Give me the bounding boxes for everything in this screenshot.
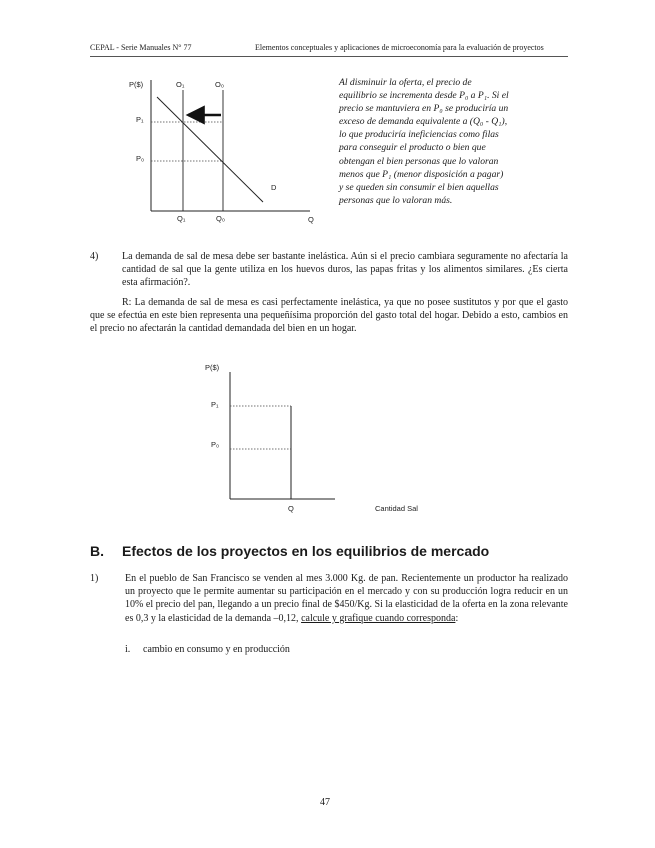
fig2-x-label: Cantidad Sal (375, 504, 418, 513)
fig1-q-label: Q (308, 215, 314, 224)
header-series: CEPAL - Serie Manuales N° 77 (90, 43, 192, 52)
fig1-o1-label: O₁ (176, 80, 185, 89)
q1-text: En el pueblo de San Francisco se venden al mes 3.000 Kg. de pan. Recientemente un productor ha realizado un proyecto que le permite aumentar su participación en el mercado y con su producción logra reducir en un 10% el precio del pan, llegando a un precio final de $450/Kg. Si la elasticidad de la oferta en la zona relevante es 0,3 y la elasticidad de la demanda –0,12, calcule y grafique cuando corresponda: (125, 573, 568, 624)
fig1-demand-curve (157, 97, 263, 202)
sub-i-text: cambio en consumo y en producción (143, 644, 290, 655)
fig2-p0-label: P₀ (211, 440, 220, 449)
fig1-p0-label: P₀ (136, 154, 145, 163)
fig1-p1-label: P₁ (136, 115, 144, 124)
sub-i-marker: i. (125, 644, 131, 655)
q1-number: 1) (90, 573, 99, 584)
fig2-y-label: P($) (205, 363, 220, 372)
q4-question: La demanda de sal de mesa debe ser bastante inelástica. Aún si el precio cambiara seguramente no afectaría la cantidad de sal que la gente utiliza en los huevos duros, las papas fritas y los alimentos similares. ¿Es cierta esta afirmación?. (122, 251, 568, 289)
fig2-p1-label: P₁ (211, 400, 219, 409)
header-title: Elementos conceptuales y aplicaciones de microeconomía para la evaluación de proyectos (255, 43, 544, 52)
q1-underlined: calcule y grafique cuando corresponda (301, 612, 456, 624)
fig1-q1-label: Q₁ (177, 214, 186, 223)
q4-answer: R: La demanda de sal de mesa es casi perfectamente inelástica, ya que no posee sustitutos y por que el gasto que se efectúa en este bien representa una pequeñísima proporción del gasto total del hogar. Debido a esto, cambios en el precio no afectarán la cantidad demandada del bien en un hogar. (90, 297, 568, 335)
supply-shift-diagram (95, 70, 335, 230)
fig1-y-label: P($) (129, 80, 144, 89)
fig2-q-label: Q (288, 504, 294, 513)
salt-demand-diagram (195, 358, 435, 518)
q4-number: 4) (90, 251, 99, 262)
fig1-d-label: D (271, 183, 277, 192)
section-letter: B. (90, 543, 104, 559)
side-note: Al disminuir la oferta, el precio de equilibrio se incrementa desde P₀ a P₁. Si el precio se mantuviera en P₀ se produciría un exceso de demanda equivalente a (Q₀ - Q₁), lo que produciría ineficiencias como filas para conseguir el producto o bien que obtengan el bien personas que lo valoran menos que P₁ (menor disposición a pagar) y se queden sin consumir el bien aquellas personas que lo valoran más. (339, 77, 509, 206)
fig1-o0-label: O₀ (215, 80, 224, 89)
page-number: 47 (320, 797, 330, 808)
header-rule (90, 56, 568, 57)
fig1-q0-label: Q₀ (216, 214, 225, 223)
section-title: Efectos de los proyectos en los equilibrios de mercado (122, 543, 490, 559)
